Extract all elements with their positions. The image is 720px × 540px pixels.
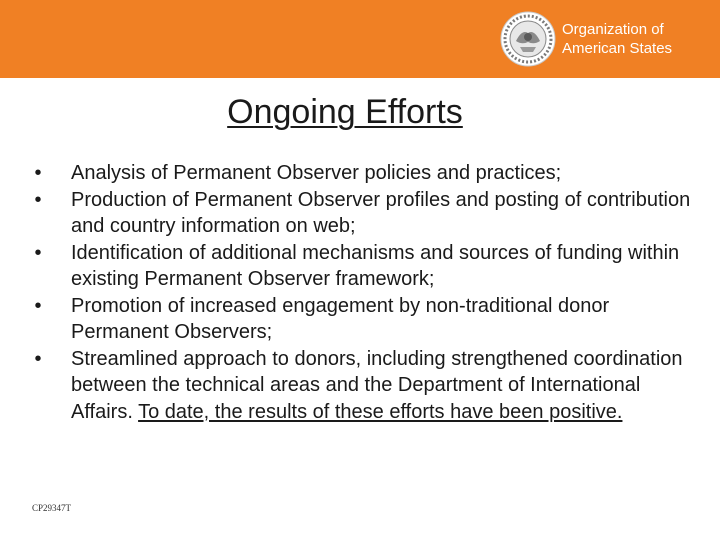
bullet-dot-icon: •	[34, 188, 42, 211]
footer-code: CP29347T	[32, 503, 72, 513]
bullet-item	[31, 293, 691, 346]
bullet-item	[31, 240, 691, 293]
slide-title-text: Ongoing Efforts	[227, 93, 463, 131]
bullet-item	[31, 346, 691, 426]
bullet-item	[31, 187, 691, 240]
organization-name	[562, 20, 672, 58]
bullet-dot-icon: •	[34, 241, 42, 264]
bullet-underlined-text: To date, the results of these efforts have been positive.	[138, 400, 623, 423]
header-bar	[0, 0, 720, 78]
org-name-line2: American States	[562, 40, 673, 57]
bullet-text: Streamlined approach to donors, including strengthened coordination between the technical areas and the Department of International Affairs.	[71, 347, 683, 423]
bullet-text: Promotion of increased engagement by non-traditional donor Permanent Observers;	[71, 294, 610, 343]
bullet-text: Analysis of Permanent Observer policies and practices;	[71, 162, 562, 184]
bullet-list	[31, 160, 691, 425]
org-name-line1: Organization of	[562, 21, 664, 38]
bullet-dot-icon: •	[34, 162, 42, 184]
slide-title	[0, 90, 690, 134]
oas-seal-icon	[500, 11, 556, 67]
bullet-text: Production of Permanent Observer profiles and posting of contribution and country information on web;	[71, 188, 691, 237]
bullet-item	[31, 160, 691, 187]
bullet-dot-icon: •	[34, 347, 42, 370]
bullet-dot-icon: •	[34, 294, 42, 317]
bullet-text: Identification of additional mechanisms and sources of funding within existing Permanent Observer framework;	[71, 241, 680, 290]
